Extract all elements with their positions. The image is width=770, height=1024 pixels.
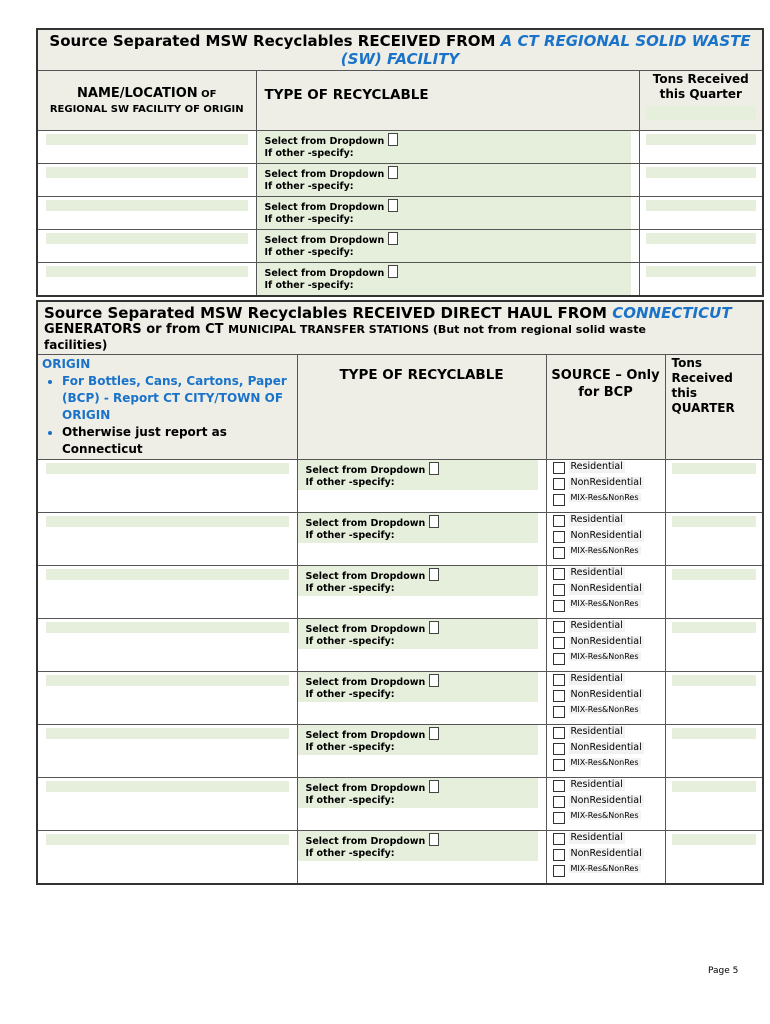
- source-label-mix: MIX-Res&NonRes: [570, 493, 639, 502]
- regional-facility-table: [36, 28, 764, 297]
- checkbox-nonresidential[interactable]: [553, 743, 565, 755]
- source-option-nonresidential[interactable]: [553, 742, 659, 758]
- source-label-nonresidential: NonResidential: [570, 583, 642, 594]
- source-label-nonresidential: NonResidential: [570, 530, 642, 541]
- checkbox-residential[interactable]: [553, 515, 565, 527]
- section2-title-highlight: CONNECTICUT: [612, 304, 732, 322]
- other-specify-label: If other -specify:: [305, 742, 395, 753]
- dropdown-box-icon[interactable]: [388, 232, 398, 245]
- tons-cell[interactable]: [639, 131, 763, 164]
- direct-haul-row: [37, 725, 763, 778]
- tons-cell[interactable]: [639, 230, 763, 263]
- source-cell: [546, 831, 665, 885]
- source-cell: [546, 460, 665, 513]
- checkbox-nonresidential[interactable]: [553, 849, 565, 861]
- checkbox-mix[interactable]: [553, 494, 565, 506]
- tons-cell[interactable]: [665, 460, 763, 513]
- source-option-residential[interactable]: [553, 567, 659, 583]
- facility-name-input[interactable]: [46, 266, 248, 277]
- source-label-nonresidential: NonResidential: [570, 636, 642, 647]
- header-origin: [37, 355, 297, 460]
- source-option-residential[interactable]: [553, 673, 659, 689]
- header-name-location: [37, 71, 256, 131]
- source-label-mix: MIX-Res&NonRes: [570, 705, 639, 714]
- origin-cell[interactable]: [37, 831, 297, 885]
- direct-haul-row: [37, 566, 763, 619]
- tons-input[interactable]: [672, 675, 757, 686]
- origin-cell[interactable]: [37, 778, 297, 831]
- source-option-residential[interactable]: [553, 461, 659, 477]
- header-source: SOURCE – Only for BCP: [546, 355, 665, 460]
- other-specify-label: If other -specify:: [305, 636, 395, 647]
- source-label-residential: Residential: [570, 779, 623, 790]
- direct-haul-row: [37, 460, 763, 513]
- checkbox-nonresidential[interactable]: [553, 690, 565, 702]
- source-label-residential: Residential: [570, 832, 623, 843]
- source-label-mix: MIX-Res&NonRes: [570, 864, 639, 873]
- select-dropdown-label[interactable]: Select from Dropdown: [305, 571, 426, 582]
- section1-title: [37, 29, 763, 71]
- checkbox-residential[interactable]: [553, 462, 565, 474]
- source-cell: [546, 725, 665, 778]
- source-label-residential: Residential: [570, 726, 623, 737]
- tons-input[interactable]: [646, 200, 757, 211]
- section2-title-line2b: MUNICIPAL TRANSFER STATIONS (But not from regional solid waste: [228, 323, 646, 336]
- origin-input[interactable]: [46, 463, 289, 474]
- tons-cell[interactable]: [639, 164, 763, 197]
- origin-input[interactable]: [46, 781, 289, 792]
- checkbox-mix[interactable]: [553, 706, 565, 718]
- source-label-nonresidential: NonResidential: [570, 477, 642, 488]
- checkbox-nonresidential[interactable]: [553, 531, 565, 543]
- select-dropdown-label[interactable]: Select from Dropdown: [264, 235, 385, 246]
- tons-input[interactable]: [672, 728, 757, 739]
- other-specify-label: If other -specify:: [305, 689, 395, 700]
- dropdown-box-icon[interactable]: [429, 568, 439, 581]
- tons-input[interactable]: [672, 622, 757, 633]
- section2-title: [37, 301, 763, 355]
- source-label-residential: Residential: [570, 673, 623, 684]
- other-specify-label: If other -specify:: [305, 795, 395, 806]
- origin-cell[interactable]: [37, 672, 297, 725]
- checkbox-mix[interactable]: [553, 547, 565, 559]
- direct-haul-row: [37, 778, 763, 831]
- source-option-nonresidential[interactable]: [553, 530, 659, 546]
- select-dropdown-label[interactable]: Select from Dropdown: [264, 136, 385, 147]
- other-specify-label: If other -specify:: [305, 477, 395, 488]
- tons-input[interactable]: [672, 569, 757, 580]
- tons-input[interactable]: [672, 463, 757, 474]
- source-option-nonresidential[interactable]: [553, 795, 659, 811]
- source-option-nonresidential[interactable]: [553, 636, 659, 652]
- header-name-of: OF: [197, 89, 217, 100]
- checkbox-residential[interactable]: [553, 727, 565, 739]
- section2-title-prefix: Source Separated MSW Recyclables RECEIVED DIRECT HAUL FROM: [44, 304, 613, 322]
- select-dropdown-label[interactable]: Select from Dropdown: [305, 624, 426, 635]
- checkbox-residential[interactable]: [553, 674, 565, 686]
- dropdown-box-icon[interactable]: [388, 199, 398, 212]
- direct-haul-table: [36, 300, 764, 885]
- origin-cell[interactable]: [37, 566, 297, 619]
- other-specify-label: If other -specify:: [305, 848, 395, 859]
- facility-row: [37, 164, 763, 197]
- source-label-residential: Residential: [570, 514, 623, 525]
- select-dropdown-label[interactable]: Select from Dropdown: [264, 202, 385, 213]
- source-cell: [546, 619, 665, 672]
- select-dropdown-label[interactable]: Select from Dropdown: [305, 730, 426, 741]
- tons-cell[interactable]: [639, 263, 763, 297]
- origin-input[interactable]: [46, 728, 289, 739]
- checkbox-nonresidential[interactable]: [553, 637, 565, 649]
- source-option-residential[interactable]: [553, 726, 659, 742]
- dropdown-box-icon[interactable]: [429, 462, 439, 475]
- recyclable-type-cell[interactable]: [297, 778, 546, 831]
- facility-name-input[interactable]: [46, 233, 248, 244]
- tons-input[interactable]: [646, 167, 757, 178]
- origin-cell[interactable]: [37, 460, 297, 513]
- source-cell: [546, 513, 665, 566]
- tons-input[interactable]: [672, 781, 757, 792]
- other-specify-label: If other -specify:: [264, 247, 354, 258]
- origin-input[interactable]: [46, 622, 289, 633]
- tons-cell[interactable]: [665, 566, 763, 619]
- origin-cell[interactable]: [37, 619, 297, 672]
- origin-bullet-other: • Otherwise just report as Connecticut: [62, 424, 293, 458]
- dropdown-box-icon[interactable]: [429, 833, 439, 846]
- recyclable-type-cell[interactable]: [297, 566, 546, 619]
- dropdown-box-icon[interactable]: [429, 727, 439, 740]
- dropdown-box-icon[interactable]: [429, 674, 439, 687]
- source-option-mix[interactable]: [553, 705, 659, 723]
- origin-input[interactable]: [46, 675, 289, 686]
- tons-input[interactable]: [646, 266, 757, 277]
- recyclable-type-cell[interactable]: [256, 197, 639, 230]
- dropdown-box-icon[interactable]: [429, 780, 439, 793]
- tons-cell[interactable]: [665, 672, 763, 725]
- facility-row: [37, 197, 763, 230]
- direct-haul-row: [37, 513, 763, 566]
- header-tons-label: Tons Received this Quarter: [652, 72, 749, 101]
- checkbox-residential[interactable]: [553, 621, 565, 633]
- source-option-nonresidential[interactable]: [553, 848, 659, 864]
- checkbox-mix[interactable]: [553, 812, 565, 824]
- source-label-mix: MIX-Res&NonRes: [570, 758, 639, 767]
- recyclable-type-cell[interactable]: [256, 131, 639, 164]
- source-option-mix[interactable]: [553, 758, 659, 776]
- recyclable-type-cell[interactable]: [297, 513, 546, 566]
- recyclable-type-cell[interactable]: [297, 619, 546, 672]
- tons-input[interactable]: [672, 834, 757, 845]
- checkbox-residential[interactable]: [553, 780, 565, 792]
- facility-name-cell[interactable]: [37, 164, 256, 197]
- source-label-residential: Residential: [570, 567, 623, 578]
- header-name-main: NAME/LOCATION: [77, 86, 198, 101]
- source-option-nonresidential[interactable]: [553, 583, 659, 599]
- source-option-residential[interactable]: [553, 514, 659, 530]
- other-specify-label: If other -specify:: [305, 583, 395, 594]
- origin-input[interactable]: [46, 569, 289, 580]
- source-cell: [546, 778, 665, 831]
- tons-cell[interactable]: [639, 197, 763, 230]
- select-dropdown-label[interactable]: Select from Dropdown: [305, 836, 426, 847]
- source-label-mix: MIX-Res&NonRes: [570, 546, 639, 555]
- facility-row: [37, 131, 763, 164]
- facility-name-cell[interactable]: [37, 131, 256, 164]
- source-label-nonresidential: NonResidential: [570, 689, 642, 700]
- other-specify-label: If other -specify:: [264, 214, 354, 225]
- checkbox-nonresidential[interactable]: [553, 584, 565, 596]
- facility-name-input[interactable]: [46, 200, 248, 211]
- dropdown-box-icon[interactable]: [388, 166, 398, 179]
- tons-cell[interactable]: [665, 725, 763, 778]
- other-specify-label: If other -specify:: [264, 148, 354, 159]
- tons-input[interactable]: [672, 516, 757, 527]
- checkbox-mix[interactable]: [553, 759, 565, 771]
- origin-input[interactable]: [46, 834, 289, 845]
- source-label-residential: Residential: [570, 461, 623, 472]
- direct-haul-row: [37, 672, 763, 725]
- recyclable-type-cell[interactable]: [297, 672, 546, 725]
- section1-title-highlight: A CT REGIONAL SOLID WASTE (SW) FACILITY: [340, 32, 751, 68]
- page-number: Page 5: [708, 966, 739, 976]
- source-option-mix[interactable]: [553, 864, 659, 882]
- source-label-mix: MIX-Res&NonRes: [570, 811, 639, 820]
- facility-row: [37, 263, 763, 297]
- source-label-mix: MIX-Res&NonRes: [570, 599, 639, 608]
- select-dropdown-label[interactable]: Select from Dropdown: [305, 465, 426, 476]
- header2-type-of-recyclable: TYPE OF RECYCLABLE: [297, 355, 546, 460]
- dropdown-box-icon[interactable]: [388, 265, 398, 278]
- tons-input[interactable]: [646, 134, 757, 145]
- select-dropdown-label[interactable]: Select from Dropdown: [264, 268, 385, 279]
- tons-cell[interactable]: [665, 778, 763, 831]
- checkbox-mix[interactable]: [553, 600, 565, 612]
- tons-header-field: [646, 106, 757, 120]
- origin-label: ORIGIN: [42, 357, 91, 371]
- section2-title-line3: facilities): [44, 338, 108, 352]
- facility-name-input[interactable]: [46, 167, 248, 178]
- origin-cell[interactable]: [37, 513, 297, 566]
- facility-name-cell[interactable]: [37, 230, 256, 263]
- source-option-residential[interactable]: [553, 779, 659, 795]
- source-option-mix[interactable]: [553, 546, 659, 564]
- source-cell: [546, 672, 665, 725]
- checkbox-mix[interactable]: [553, 865, 565, 877]
- recyclable-type-cell[interactable]: [297, 831, 546, 885]
- other-specify-label: If other -specify:: [264, 181, 354, 192]
- section2-title-line2a: GENERATORS or from CT: [44, 322, 229, 337]
- source-option-nonresidential[interactable]: [553, 477, 659, 493]
- origin-cell[interactable]: [37, 725, 297, 778]
- recyclable-type-cell[interactable]: [297, 725, 546, 778]
- direct-haul-row: [37, 619, 763, 672]
- tons-cell[interactable]: [665, 513, 763, 566]
- source-option-mix[interactable]: [553, 652, 659, 670]
- header-name-sub: REGIONAL SW FACILITY OF ORIGIN: [49, 104, 244, 115]
- recyclable-type-cell[interactable]: [297, 460, 546, 513]
- source-option-residential[interactable]: [553, 620, 659, 636]
- dropdown-box-icon[interactable]: [429, 515, 439, 528]
- header-type-of-recyclable: TYPE OF RECYCLABLE: [256, 71, 639, 131]
- source-option-residential[interactable]: [553, 832, 659, 848]
- source-label-nonresidential: NonResidential: [570, 848, 642, 859]
- select-dropdown-label[interactable]: Select from Dropdown: [305, 518, 426, 529]
- checkbox-residential[interactable]: [553, 568, 565, 580]
- source-label-mix: MIX-Res&NonRes: [570, 652, 639, 661]
- source-option-mix[interactable]: [553, 493, 659, 511]
- source-label-nonresidential: NonResidential: [570, 742, 642, 753]
- dropdown-box-icon[interactable]: [388, 133, 398, 146]
- select-dropdown-label[interactable]: Select from Dropdown: [305, 677, 426, 688]
- recyclable-type-cell[interactable]: [256, 263, 639, 297]
- facility-name-input[interactable]: [46, 134, 248, 145]
- source-option-mix[interactable]: [553, 599, 659, 617]
- dropdown-box-icon[interactable]: [429, 621, 439, 634]
- direct-haul-row: [37, 831, 763, 885]
- tons-cell[interactable]: [665, 619, 763, 672]
- source-label-residential: Residential: [570, 620, 623, 631]
- facility-row: [37, 230, 763, 263]
- section1-title-prefix: Source Separated MSW Recyclables RECEIVED FROM: [49, 32, 501, 50]
- select-dropdown-label[interactable]: Select from Dropdown: [305, 783, 426, 794]
- recyclable-type-cell[interactable]: [256, 164, 639, 197]
- other-specify-label: If other -specify:: [264, 280, 354, 291]
- source-option-mix[interactable]: [553, 811, 659, 829]
- facility-name-cell[interactable]: [37, 197, 256, 230]
- source-label-nonresidential: NonResidential: [570, 795, 642, 806]
- header2-tons-received: Tons Received this QUARTER: [665, 355, 763, 460]
- source-cell: [546, 566, 665, 619]
- checkbox-nonresidential[interactable]: [553, 796, 565, 808]
- tons-input[interactable]: [646, 233, 757, 244]
- checkbox-mix[interactable]: [553, 653, 565, 665]
- checkbox-residential[interactable]: [553, 833, 565, 845]
- checkbox-nonresidential[interactable]: [553, 478, 565, 490]
- other-specify-label: If other -specify:: [305, 530, 395, 541]
- facility-name-cell[interactable]: [37, 263, 256, 297]
- tons-cell[interactable]: [665, 831, 763, 885]
- origin-input[interactable]: [46, 516, 289, 527]
- recyclable-type-cell[interactable]: [256, 230, 639, 263]
- origin-bullet-bcp: • For Bottles, Cans, Cartons, Paper (BCP) - Report CT CITY/TOWN OF ORIGIN: [62, 373, 293, 424]
- select-dropdown-label[interactable]: Select from Dropdown: [264, 169, 385, 180]
- header-tons-received: [639, 71, 763, 131]
- source-option-nonresidential[interactable]: [553, 689, 659, 705]
